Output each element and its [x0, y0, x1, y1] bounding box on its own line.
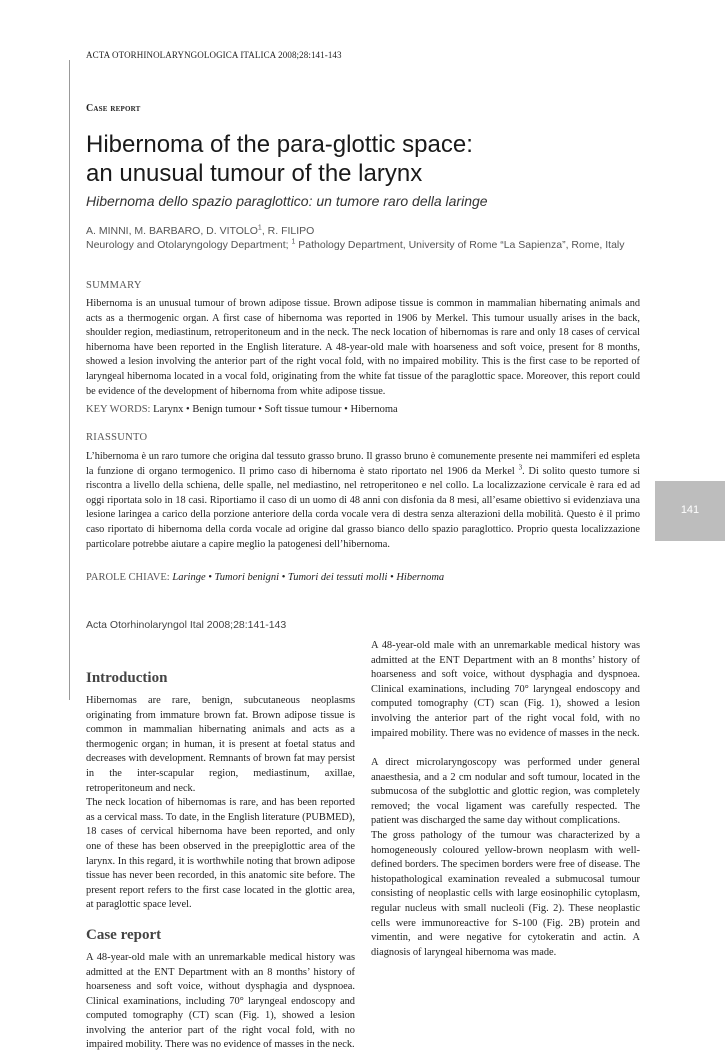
parole-text: Laringe • Tumori benigni • Tumori dei tessuti molli • Hibernoma — [172, 572, 445, 583]
parole-label: PAROLE CHIAVE: — [86, 572, 173, 583]
case-report-paragraph-1-start: A 48-year-old male with an unremarkable medical history was admitted at the ENT Department with an 8 months’ history of hoarseness and soft voice, without dysphagia and dyspnoea. Clinical examinations, including 70° laryngeal endoscopy and computed tomography (CT) scan (Fig. 1), showed a lesion involving the anterior part of the right vocal fold, with no impaired mobility. There was no evidence of masses in the neck. — [86, 951, 355, 1051]
title-line-2: an unusual tumour of the larynx — [86, 160, 423, 187]
riassunto-text — [86, 450, 640, 552]
authors-before: A. MINNI, M. BARBARO, D. VITOLO — [86, 225, 258, 237]
case-report-heading: Case report — [86, 926, 162, 943]
right-column — [371, 640, 640, 960]
introduction-paragraph-2: The neck location of hibernomas is rare, and has been reported as a cervical mass. To date, in the English literature (PUBMED), 18 cases of cervical hibernoma have been reported, and only one of these has been observed in the preepiglottic area of the larynx. In this regard, it is worthwhile noting that brown adipose tissue has never been recorded, in this anatomic site before. The present report refers to the first case located in the glottic area, at paraglottic space level. — [86, 797, 355, 911]
summary-label: SUMMARY — [86, 280, 142, 291]
running-head: ACTA OTORHINOLARYNGOLOGICA ITALICA 2008;28:141-143 — [86, 50, 342, 60]
case-report-paragraph-3: The gross pathology of the tumour was characterized by a homogeneously coloured yellow-brown neoplasm with well-defined borders. The specimen borders were free of disease. The histopathological examination revealed a submucosal tumour consisting of neoplastic cells with large eosinophilic cytoplasm, regular nucleus with small nucleoli (Fig. 2). These neoplastic cells were immunoreactive for S-100 (Fig. 2B) protein and vimentin, and were negative for cytokeratin and actin. A diagnosis of laryngeal hibernoma was made. — [371, 829, 640, 958]
case-report-paragraph-1-cont: A 48-year-old male with an unremarkable medical history was admitted at the ENT Department with an 8 months’ history of hoarseness and soft voice, without dysphagia and dyspnoea. Clinical examinations, including 70° laryngeal endoscopy and computed tomography (CT) scan (Fig. 1), showed a lesion involving the anterior part of the right vocal fold, with no impaired mobility. There was no evidence of masses in the neck. — [371, 640, 640, 739]
riassunto-label: RIASSUNTO — [86, 432, 148, 443]
affiliation-sup: 1 — [291, 238, 296, 246]
case-report-continuation — [371, 640, 640, 756]
introduction-heading: Introduction — [86, 670, 168, 686]
left-column — [86, 668, 355, 1051]
page-number: 141 — [680, 504, 700, 516]
keywords — [86, 404, 398, 415]
parole-chiave — [86, 572, 444, 583]
keywords-label: KEY WORDS: — [86, 404, 154, 415]
riassunto-after: . Di solito questo tumore si riscontra a livello della schiena, delle spalle, nel mediastino, nel retroperitoneo e nel collo. La localizzazione cervicale è rara ed ad oggi riportata solo in 18 casi. Riportiamo il caso di un uomo di 48 anni con disfonia da 8 mesi, all’esame obiettivo si evidenziava una lesione laringea a carico della porzione anteriore della corda vocale vera di destra senza alterazioni della mobilità. Questo è il primo caso riportato di hibernoma della corda vocale ad origine dal grasso bianco dello spazio paraglottico. Proprio questa localizzazione particolare potrebbe aiutare a capire meglio la patogenesi dell’hibernoma. — [86, 465, 641, 550]
affiliation — [86, 239, 625, 251]
introduction-paragraph-1: Hibernomas are rare, benign, subcutaneous neoplasms originating from immature brown fat. Brown adipose tissue is common in mammalian hibernating animals and acts as a thermogenic organ; in human, it is present at foetal status and decreases with development. Remnants of brown fat may persist in the inter-scapular region, mediastinum, axillae, retroperitoneum and neck. — [86, 695, 355, 794]
riassunto-paragraph — [86, 450, 640, 552]
article-title — [86, 130, 686, 188]
article-subtitle: Hibernoma dello spazio paraglottico: un tumore raro della laringe — [86, 193, 488, 209]
authors-after: , R. FILIPO — [261, 225, 315, 237]
article-type-label: Case report — [86, 103, 141, 114]
margin-rule — [69, 60, 70, 700]
title-line-1: Hibernoma of the para-glottic space: — [86, 131, 473, 158]
riassunto-before: L’hibernoma è un raro tumore che origina dal tessuto grasso bruno. Il grasso bruno è comunemente presente nei mammiferi ed espleta la funzione di organo termogenico. Il primo caso di hibernoma è stato riportato nel 1906 da Merkel — [86, 451, 640, 477]
page-number-tab — [655, 481, 725, 541]
authors — [86, 225, 314, 237]
affiliation-after: Pathology Department, University of Rome “La Sapienza”, Rome, Italy — [295, 239, 625, 251]
authors-sup: 1 — [257, 224, 262, 232]
affiliation-before: Neurology and Otolaryngology Department; — [86, 239, 292, 251]
keywords-text: Larynx • Benign tumour • Soft tissue tumour • Hibernoma — [153, 404, 398, 415]
summary-paragraph: Hibernoma is an unusual tumour of brown adipose tissue. Brown adipose tissue is common in mammalian hibernating animals and acts as a thermogenic organ. A first case of hibernoma was reported in 1906 by Merkel. This tumour usually arises in the back, shoulder region, mediastinum, retroperitoneum and in the neck. The neck location of hibernomas is rare and only 18 cases of cervical hibernoma have been reported in the English literature. A 48-year-old male with hoarseness and soft voice, present for 8 months, showed a lesion involving the anterior part of the right vocal fold, with no impaired mobility. This is the first case to be reported of laryngeal hibernoma located in a vocal fold, originating from the white fat tissue of the paraglottic space. Moreover, this report could be evidence of the development of hibernoma from white adipose tissue. — [86, 298, 640, 397]
case-report-paragraph-2: A direct microlaryngoscopy was performed under general anaesthesia, and a 2 cm nodular and soft tumour, located in the submucosa of the subglottic and glottic region, was completely removed; the vocal ligament was carefully respected. The patient was discharged the same day without complications. — [371, 757, 640, 827]
riassunto-sup: 3 — [518, 463, 523, 472]
summary-text — [86, 297, 640, 399]
citation: Acta Otorhinolaryngol Ital 2008;28:141-143 — [86, 619, 287, 631]
